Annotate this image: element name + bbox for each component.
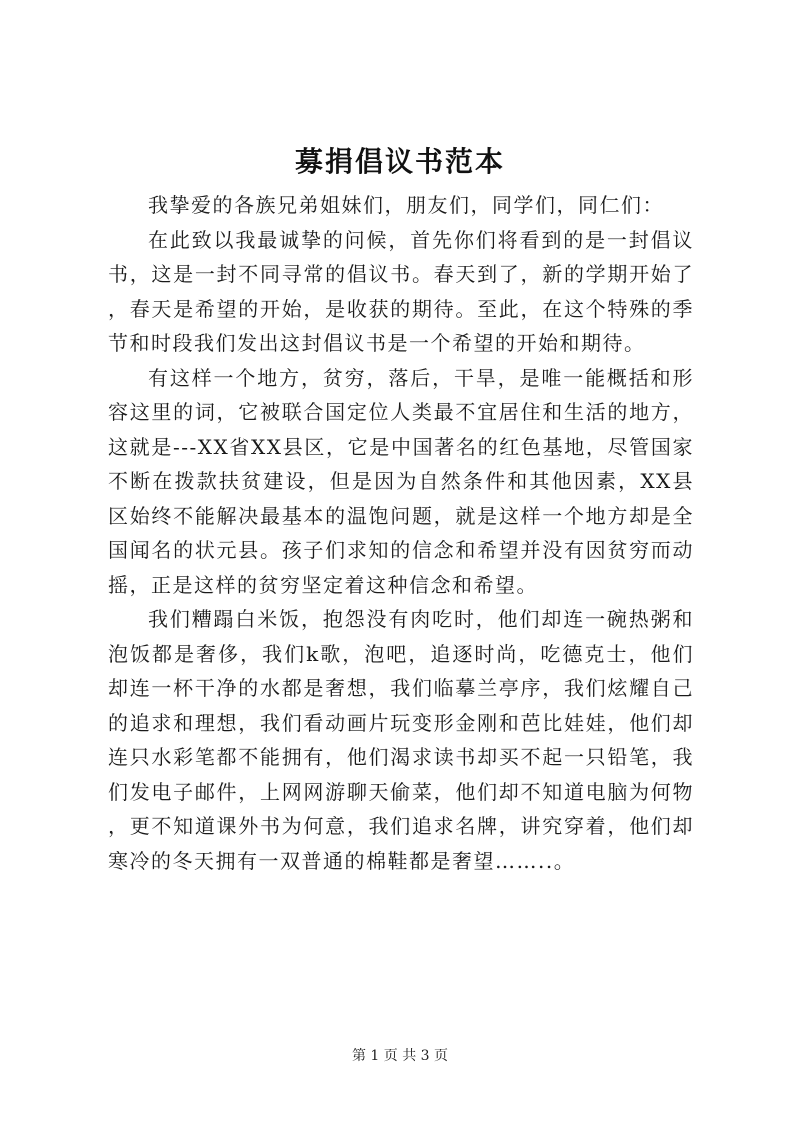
document-title: 募捐倡议书范本 xyxy=(294,145,505,178)
page-footer: 第 1 页 共 3 页 xyxy=(351,1048,449,1064)
salutation-paragraph: 我挚爱的各族兄弟姐妹们，朋友们，同学们，同仁们： xyxy=(148,193,664,217)
comparison-paragraph: 我们糟蹋白米饭，抱怨没有肉吃时，他们却连一碗热粥和泡饭都是奢侈，我们k歌，泡吧，追逐时尚，吃德克士，他们却连一杯干净的水都是奢想，我们临摹兰亭序，我们炫耀自己的追求和理想，我们看动画片玩变形金刚和芭比娃娃，他们却连只水彩笔都不能拥有，他们渴求读书却买不起一只铅笔，我们发电子邮件，上网网游聊天偷菜，他们却不知道电脑为何物，更不知道课外书为何意，我们追求名牌，讲究穿着，他们却寒冷的冬天拥有一双普通的棉鞋都是奢望……..。 xyxy=(108,607,694,873)
document-body xyxy=(108,188,694,878)
greeting-paragraph: 在此致以我最诚挚的问候，首先你们将看到的是一封倡议书，这是一封不同寻常的倡议书。春天到了，新的学期开始了，春天是希望的开始，是收获的期待。至此，在这个特殊的季节和时段我们发出这封倡议书是一个希望的开始和期待。 xyxy=(108,227,694,355)
region-description-paragraph: 有这样一个地方，贫穷，落后，干旱，是唯一能概括和形容这里的词，它被联合国定位人类最不宜居住和生活的地方，这就是---XX省XX县区，它是中国著名的红色基地，尽管国家不断在拨款扶贫建设，但是因为自然条件和其他因素，XX县区始终不能解决最基本的温饱问题，就是这样一个地方却是全国闻名的状元县。孩子们求知的信念和希望并没有因贫穷而动摇，正是这样的贫穷坚定着这种信念和希望。 xyxy=(108,365,694,597)
